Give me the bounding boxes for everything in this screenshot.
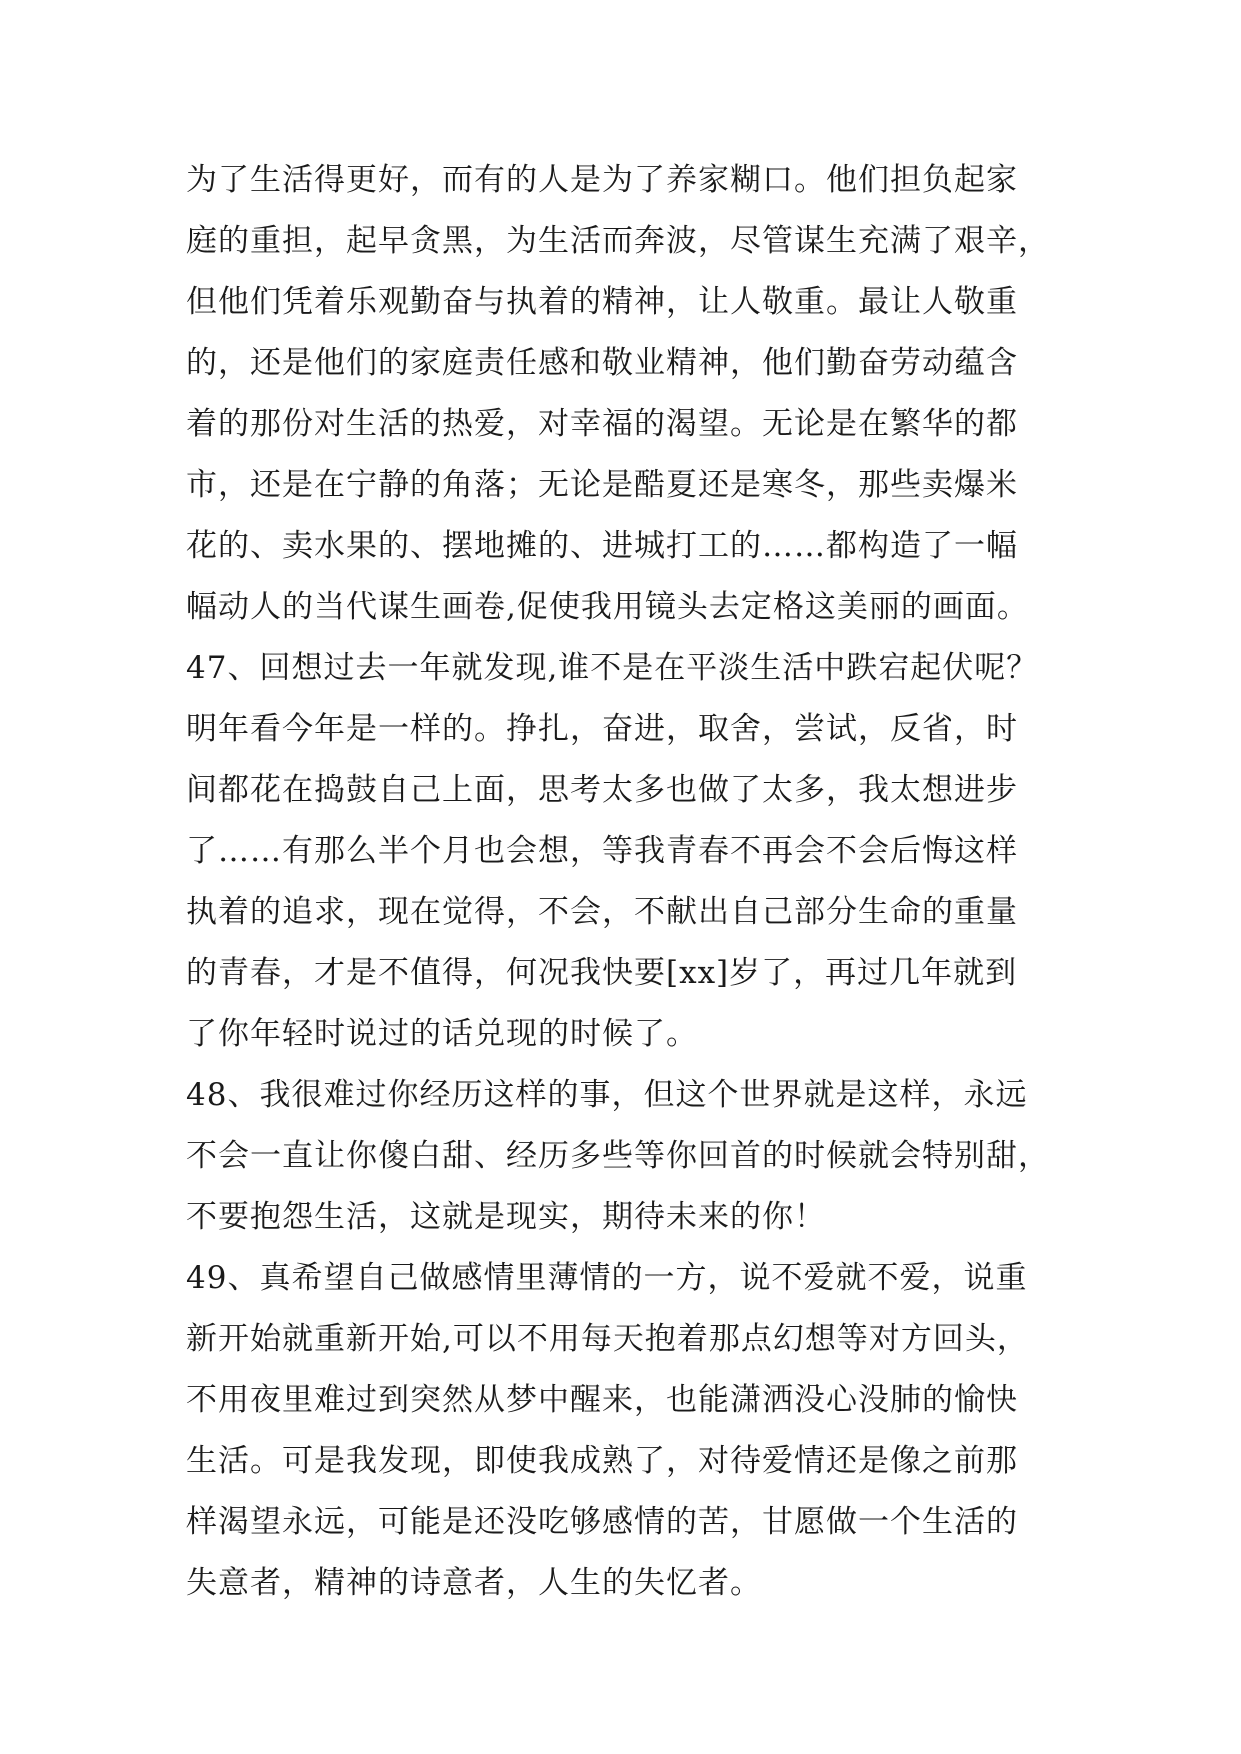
text-line: 49、真希望自己做感情里薄情的一方，说不爱就不爱，说重 — [186, 1260, 1028, 1296]
text-line: 不用夜里难过到突然从梦中醒来，也能潇洒没心没肺的愉快 — [186, 1382, 1018, 1418]
text-line: 不会一直让你傻白甜、经历多些等你回首的时候就会特别甜， — [186, 1138, 1050, 1174]
text-line: 生活。可是我发现，即使我成熟了，对待爱情还是像之前那 — [186, 1443, 1018, 1479]
text-line: 了你年轻时说过的话兑现的时候了。 — [186, 1016, 698, 1052]
text-line: 48、我很难过你经历这样的事，但这个世界就是这样，永远 — [186, 1077, 1028, 1113]
text-line: 间都花在捣鼓自己上面，思考太多也做了太多，我太想进步 — [186, 772, 1018, 808]
text-line: 的，还是他们的家庭责任感和敬业精神，他们勤奋劳动蕴含 — [186, 345, 1018, 381]
text-line: 的青春，才是不值得，何况我快要[xx]岁了，再过几年就到 — [186, 955, 1018, 991]
text-line: 但他们凭着乐观勤奋与执着的精神，让人敬重。最让人敬重 — [186, 284, 1018, 320]
text-line: 不要抱怨生活，这就是现实，期待未来的你！ — [186, 1199, 826, 1235]
text-line: 庭的重担，起早贪黑，为生活而奔波，尽管谋生充满了艰辛， — [186, 223, 1050, 259]
text-line: 失意者，精神的诗意者，人生的失忆者。 — [186, 1565, 762, 1601]
text-line: 新开始就重新开始,可以不用每天抱着那点幻想等对方回头， — [186, 1321, 1029, 1357]
text-line: 为了生活得更好，而有的人是为了养家糊口。他们担负起家 — [186, 162, 1018, 198]
text-line: 了……有那么半个月也会想，等我青春不再会不会后悔这样 — [186, 833, 1018, 869]
text-line: 幅动人的当代谋生画卷,促使我用镜头去定格这美丽的画面。 — [186, 589, 1029, 625]
text-line: 样渴望永远，可能是还没吃够感情的苦，甘愿做一个生活的 — [186, 1504, 1018, 1540]
text-line: 着的那份对生活的热爱，对幸福的渴望。无论是在繁华的都 — [186, 406, 1018, 442]
document-body — [186, 150, 1066, 1614]
text-line: 47、回想过去一年就发现,谁不是在平淡生活中跌宕起伏呢？ — [186, 650, 1039, 686]
text-line: 市，还是在宁静的角落；无论是酷夏还是寒冬，那些卖爆米 — [186, 467, 1018, 503]
text-line: 花的、卖水果的、摆地摊的、进城打工的……都构造了一幅 — [186, 528, 1018, 564]
text-line: 执着的追求，现在觉得，不会，不献出自己部分生命的重量 — [186, 894, 1018, 930]
text-line: 明年看今年是一样的。挣扎，奋进，取舍，尝试，反省，时 — [186, 711, 1018, 747]
